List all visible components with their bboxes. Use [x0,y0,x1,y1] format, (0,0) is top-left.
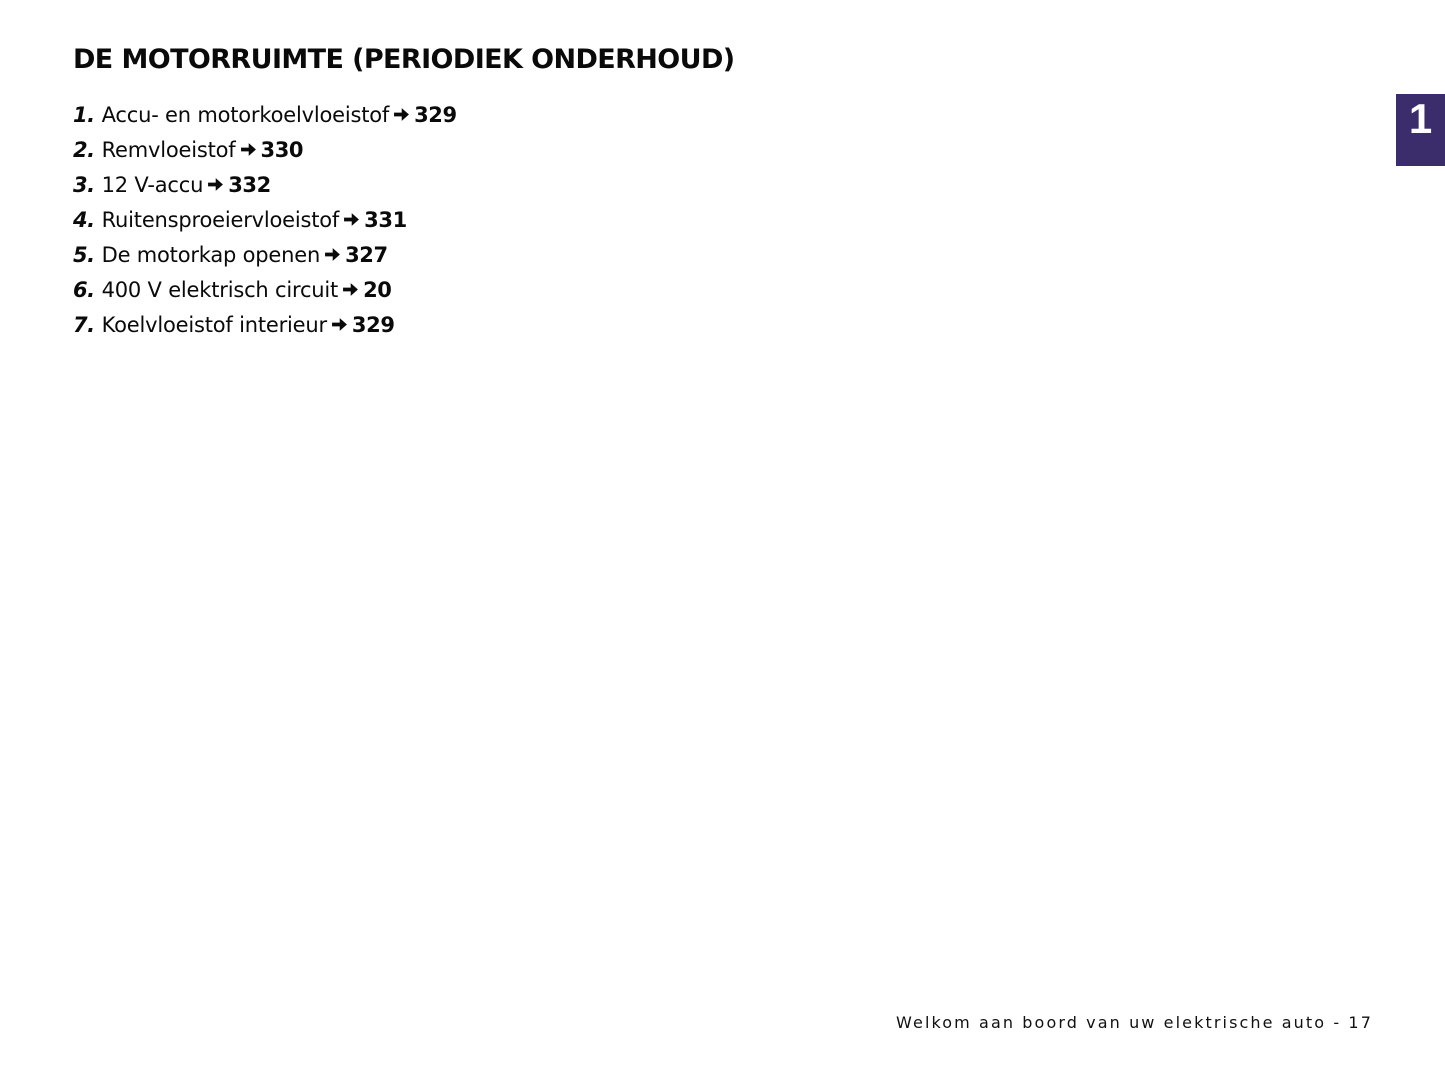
page-footer: Welkom aan boord van uw elektrische auto - 17 [896,1013,1373,1032]
list-item [73,308,457,343]
maintenance-item-list [73,98,457,343]
item-label: 400 V elektrisch circuit [101,278,339,302]
item-number: 6. [73,278,95,302]
arrow-right-icon [324,246,341,263]
page-reference[interactable]: 332 [228,173,271,197]
item-label: Remvloeistof [101,138,236,162]
item-label: Ruitensproeiervloeistof [101,208,340,232]
chapter-tab: 1 [1396,94,1445,166]
item-label: De motorkap openen [101,243,321,267]
page-reference[interactable]: 330 [260,138,304,162]
arrow-right-icon [393,106,410,123]
item-number: 5. [73,243,95,267]
page-reference[interactable]: 20 [363,278,392,302]
item-number: 2. [73,138,95,162]
page-reference[interactable]: 331 [364,208,407,232]
item-label: Accu- en motorkoelvloeistof [101,103,390,127]
list-item [73,203,457,238]
page-reference[interactable]: 327 [345,243,388,267]
item-label: 12 V-accu [101,173,204,197]
list-item [73,133,457,168]
item-number: 4. [73,208,95,232]
list-item [73,98,457,133]
arrow-right-icon [331,316,348,333]
arrow-right-icon [240,141,257,158]
item-number: 1. [73,103,95,127]
arrow-right-icon [207,176,224,193]
page-reference[interactable]: 329 [414,103,457,127]
list-item [73,238,457,273]
list-item [73,273,457,308]
item-label: Koelvloeistof interieur [101,313,327,337]
item-number: 7. [73,313,95,337]
item-number: 3. [73,173,95,197]
page-title: DE MOTORRUIMTE (PERIODIEK ONDERHOUD) [73,44,735,75]
arrow-right-icon [342,281,359,298]
arrow-right-icon [343,211,360,228]
page-reference[interactable]: 329 [351,313,395,337]
list-item [73,168,457,203]
